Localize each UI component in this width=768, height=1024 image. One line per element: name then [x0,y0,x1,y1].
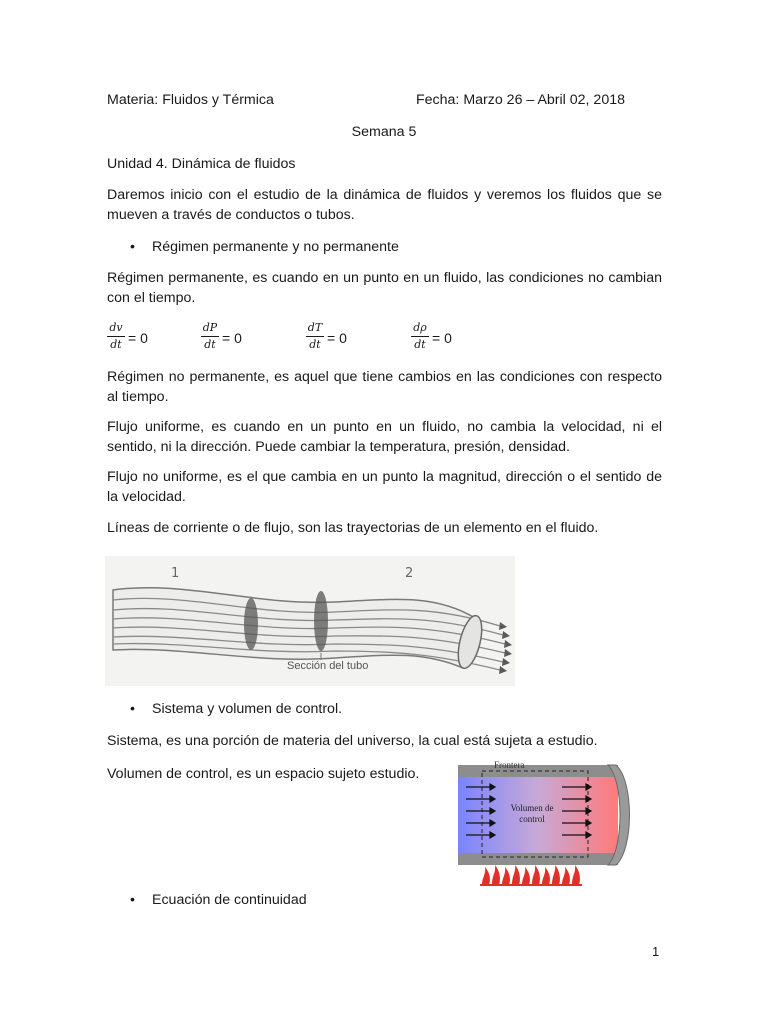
fecha-label: Fecha: Marzo 26 – Abril 02, 2018 [416,92,625,108]
equation-numerator: dP [202,321,218,334]
equation-denominator: dt [204,338,216,351]
flujo-no-uniforme-paragraph: Flujo no uniforme, es el que cambia en un punto la magnitud, dirección o el sentido de la velocidad. [107,469,662,505]
fraction-bar [201,336,219,337]
tube-label-1: 1 [171,566,180,581]
unidad-heading: Unidad 4. Dinámica de fluidos [107,156,296,172]
regimen-permanente-paragraph: Régimen permanente, es cuando en un punto en un fluido, las condiciones no cambian con el tiempo. [107,270,662,306]
control-volume-illustration [456,761,636,889]
bullet-sistema: Sistema y volumen de control. [152,701,343,717]
equation-numerator: dv [109,321,123,334]
frontera-label: Frontera [494,760,525,770]
lineas-corriente-paragraph: Líneas de corriente o de flujo, son las trayectorias de un elemento en el fluido. [107,520,599,536]
flujo-uniforme-paragraph: Flujo uniforme, es cuando en un punto en un fluido, no cambia la velocidad, ni el sentido, ni la dirección. Puede cambiar la temperatura, presión, densidad. [107,419,662,455]
fraction-bar [107,336,125,337]
equation-rhs: = 0 [222,330,242,346]
equation-denominator: dt [414,338,426,351]
equation-dP-dt [201,321,242,357]
semana-text: Semana 5 [351,124,417,140]
bullet-continuidad: Ecuación de continuidad [152,892,307,908]
equation-drho-dt [411,321,452,357]
volumen-control-label [503,803,561,825]
control-volume-figure [456,761,636,889]
equation-dT-dt [306,321,347,357]
equation-denominator: dt [309,338,321,351]
intro-paragraph: Daremos inicio con el estudio de la dinámica de fluidos y veremos los fluidos que se mueven a través de conductos o tubos. [107,187,662,223]
semana-title [0,123,768,141]
fraction-bar [306,336,324,337]
bullet-marker: • [130,239,135,255]
regimen-no-permanente-paragraph: Régimen no permanente, es aquel que tiene cambios en las condiciones con respecto al tiempo. [107,369,662,405]
page-number: 1 [652,944,660,959]
tube-figure [105,556,515,686]
volumen-control-label-line2: control [519,814,545,824]
equation-denominator: dt [110,338,122,351]
equation-numerator: dT [307,321,323,334]
equation-rhs: = 0 [432,330,452,346]
equation-rhs: = 0 [327,330,347,346]
bullet-regimen: Régimen permanente y no permanente [152,239,399,255]
tube-label-2: 2 [405,566,414,581]
tube-caption: Sección del tubo [287,660,369,672]
materia-label: Materia: Fluidos y Térmica [107,92,274,108]
volumen-control-label-line1: Volumen de [510,803,554,813]
bullet-marker: • [130,892,135,908]
fraction-bar [411,336,429,337]
equation-rhs: = 0 [128,330,148,346]
equation-numerator: dρ [413,321,427,334]
sistema-paragraph: Sistema, es una porción de materia del universo, la cual está sujeta a estudio. [107,733,598,749]
equation-dv-dt [107,321,148,357]
volumen-control-paragraph: Volumen de control, es un espacio sujeto estudio. [107,766,420,782]
bullet-marker: • [130,701,135,717]
